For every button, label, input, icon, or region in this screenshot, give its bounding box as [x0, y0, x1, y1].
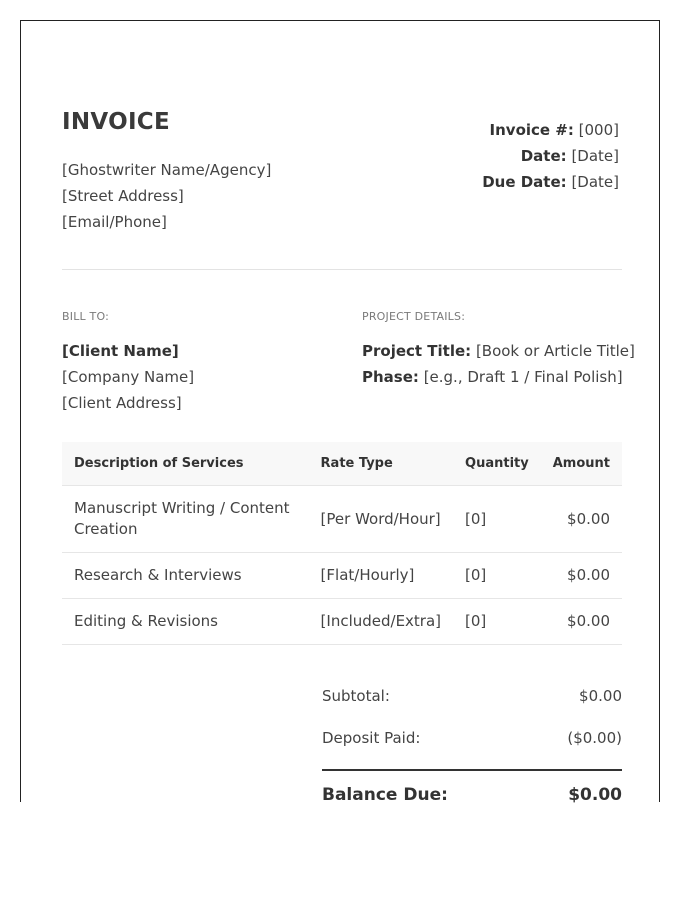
- due-date-label: Due Date:: [482, 173, 567, 191]
- client-address: [Client Address]: [62, 394, 182, 412]
- bill-to-heading: BILL TO:: [62, 310, 110, 323]
- invoice-number-line: [482, 117, 619, 143]
- header-divider: [62, 269, 622, 270]
- header-amount: Amount: [541, 442, 622, 486]
- row-quantity: [0]: [453, 553, 541, 599]
- row-rate-type: [Included/Extra]: [309, 599, 453, 645]
- row-description: Editing & Revisions: [62, 599, 309, 645]
- sender-address: [Street Address]: [62, 187, 184, 205]
- project-phase-label: Phase:: [362, 368, 419, 386]
- header-quantity: Quantity: [453, 442, 541, 486]
- row-amount: $0.00: [541, 486, 622, 553]
- row-quantity: [0]: [453, 599, 541, 645]
- invoice-title: INVOICE: [62, 109, 171, 135]
- sender-name: [Ghostwriter Name/Agency]: [62, 161, 272, 179]
- row-rate-type: [Flat/Hourly]: [309, 553, 453, 599]
- row-amount: $0.00: [541, 553, 622, 599]
- sender-contact: [Email/Phone]: [62, 213, 167, 231]
- table-header-row: [62, 442, 622, 486]
- services-table: [62, 442, 622, 645]
- due-date-value: [Date]: [571, 173, 619, 191]
- invoice-number-value: [000]: [578, 121, 619, 139]
- project-title-value: [Book or Article Title]: [475, 342, 635, 360]
- totals-block: [322, 683, 622, 805]
- invoice-date-label: Date:: [520, 147, 567, 165]
- bill-to-block: [62, 304, 194, 416]
- deposit-value: ($0.00): [567, 729, 622, 747]
- row-description: Research & Interviews: [62, 553, 309, 599]
- row-amount: $0.00: [541, 599, 622, 645]
- row-quantity: [0]: [453, 486, 541, 553]
- project-phase-line: [362, 364, 635, 390]
- client-name: [Client Name]: [62, 342, 179, 360]
- subtotal-label: Subtotal:: [322, 687, 390, 705]
- table-row: [62, 486, 622, 553]
- due-date-line: [482, 169, 619, 195]
- invoice-meta: [482, 117, 619, 195]
- header-rate-type: Rate Type: [309, 442, 453, 486]
- project-phase-value: [e.g., Draft 1 / Final Polish]: [423, 368, 623, 386]
- subtotal-value: $0.00: [579, 687, 622, 705]
- header-description: Description of Services: [62, 442, 309, 486]
- deposit-label: Deposit Paid:: [322, 729, 421, 747]
- invoice-page: [20, 20, 660, 805]
- invoice-date-line: [482, 143, 619, 169]
- invoice-date-value: [Date]: [571, 147, 619, 165]
- project-title-label: Project Title:: [362, 342, 472, 360]
- row-description: Manuscript Writing / Content Creation: [62, 486, 309, 553]
- totals-rule: [322, 769, 622, 771]
- project-details-heading: PROJECT DETAILS:: [362, 310, 466, 323]
- balance-due-row: [322, 785, 622, 805]
- deposit-row: [322, 725, 622, 767]
- subtotal-row: [322, 683, 622, 725]
- client-company: [Company Name]: [62, 368, 195, 386]
- project-details-block: [362, 304, 635, 390]
- table-row: [62, 599, 622, 645]
- balance-due-label: Balance Due:: [322, 785, 448, 805]
- invoice-number-label: Invoice #:: [489, 121, 574, 139]
- balance-due-value: $0.00: [568, 785, 622, 805]
- table-row: [62, 553, 622, 599]
- row-rate-type: [Per Word/Hour]: [309, 486, 453, 553]
- project-title-line: [362, 338, 635, 364]
- sender-block: [62, 157, 271, 235]
